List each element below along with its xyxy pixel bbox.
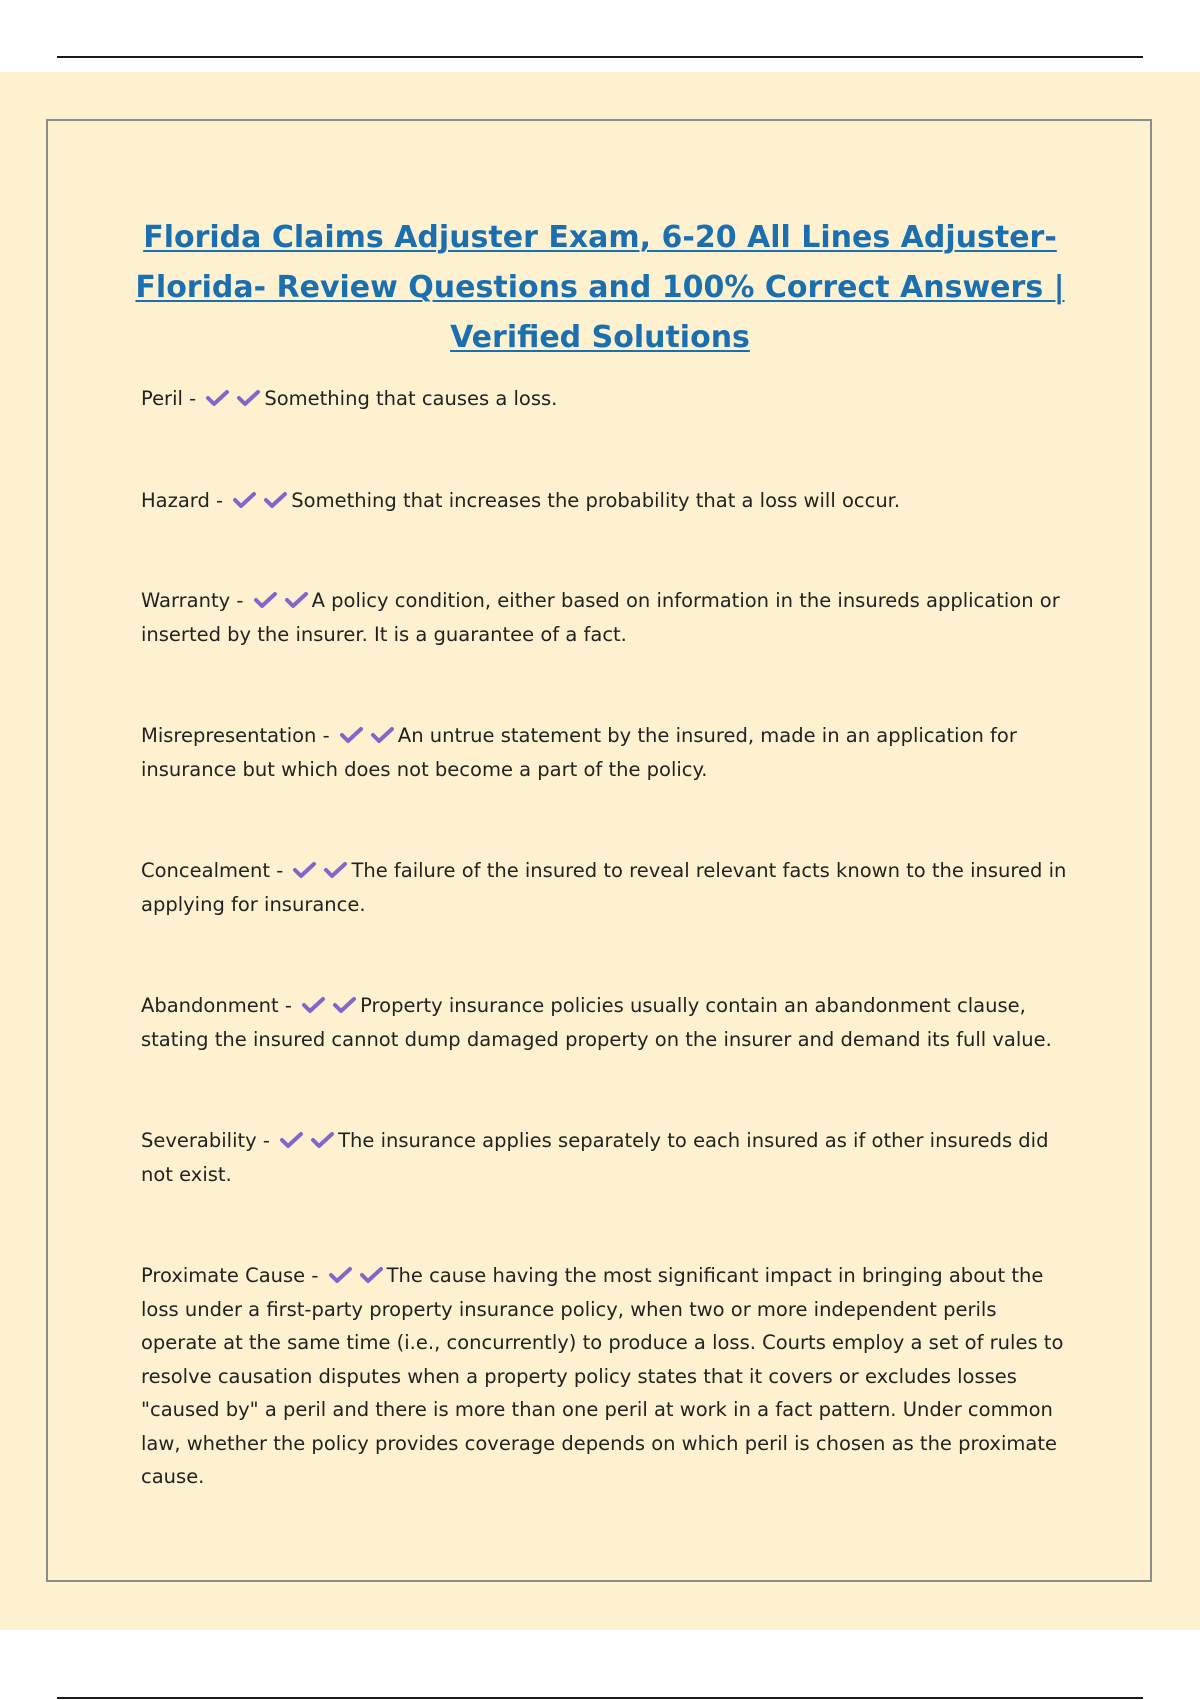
qa-term: Hazard [141,488,210,512]
qa-term: Abandonment [141,994,279,1017]
check-mark-icon [284,591,309,609]
check-mark-icon [253,591,278,609]
check-mark-icon [205,389,230,407]
check-mark-icon [292,861,317,879]
qa-separator: - [270,859,290,882]
check-mark-icon [323,861,348,879]
check-mark-icon [263,491,288,509]
qa-definition: Something that increases the probability that a loss will occur. [291,488,901,512]
check-mark-icon [339,726,364,744]
qa-term: Peril [141,387,183,410]
page-top-rule [57,56,1143,58]
page-bottom-rule [57,1697,1143,1699]
qa-definition: The failure of the insured to reveal relevant facts known to the insured in applying for insurance. [141,859,1067,916]
qa-term: Concealment [141,859,270,882]
qa-list [141,382,1076,1494]
qa-item [141,719,1076,786]
qa-term: Proximate Cause [141,1264,306,1287]
qa-separator: - [182,387,203,410]
qa-term: Warranty [141,589,231,612]
check-mark-icon [370,726,395,744]
qa-item [141,1124,1076,1191]
check-mark-icon [328,1266,353,1284]
qa-term: Misrepresentation [141,724,317,747]
qa-term: Severability [141,1129,257,1152]
qa-separator: - [316,724,336,747]
check-mark-icon [236,389,261,407]
qa-definition: Something that causes a loss. [264,387,558,410]
check-mark-icon [310,1131,335,1149]
qa-definition: The cause having the most significant impact in bringing about the loss under a first-party property insurance policy, when two or more independent perils operate at the same time (i.e., concurrently) to produce a loss. Courts employ a set of rules to resolve causation disputes when a property policy states that it covers or excludes losses "caused by" a peril and there is more than one peril at work in a fact pattern. Under common law, whether the policy provides coverage depends on which peril is chosen as the proximate cause. [141,1264,1064,1488]
qa-item [141,854,1076,921]
qa-item [141,989,1076,1056]
qa-separator: - [209,488,230,512]
document-title: Florida Claims Adjuster Exam, 6-20 All Lines Adjuster- Florida- Review Questions and 100% Correct Answers | Verified Solutions [135,220,1065,355]
qa-definition: An untrue statement by the insured, made in an application for insurance but which does not become a part of the policy. [141,724,1017,781]
check-mark-icon [301,996,326,1014]
qa-definition: A policy condition, either based on information in the insureds application or inserted by the insurer. It is a guarantee of a fact. [141,589,1060,646]
qa-separator: - [305,1264,325,1287]
qa-item [141,584,1076,651]
check-mark-icon [332,996,357,1014]
qa-definition: Property insurance policies usually contain an abandonment clause, stating the insured cannot dump damaged property on the insurer and demand its full value. [141,994,1052,1051]
qa-separator: - [230,589,250,612]
qa-definition: The insurance applies separately to each insured as if other insureds did not exist. [141,1129,1049,1186]
qa-item [141,382,1076,416]
qa-separator: - [256,1129,277,1152]
qa-item [141,484,1076,518]
qa-item [141,1259,1076,1494]
qa-separator: - [278,994,299,1017]
check-mark-icon [232,491,257,509]
check-mark-icon [279,1131,304,1149]
check-mark-icon [359,1266,384,1284]
